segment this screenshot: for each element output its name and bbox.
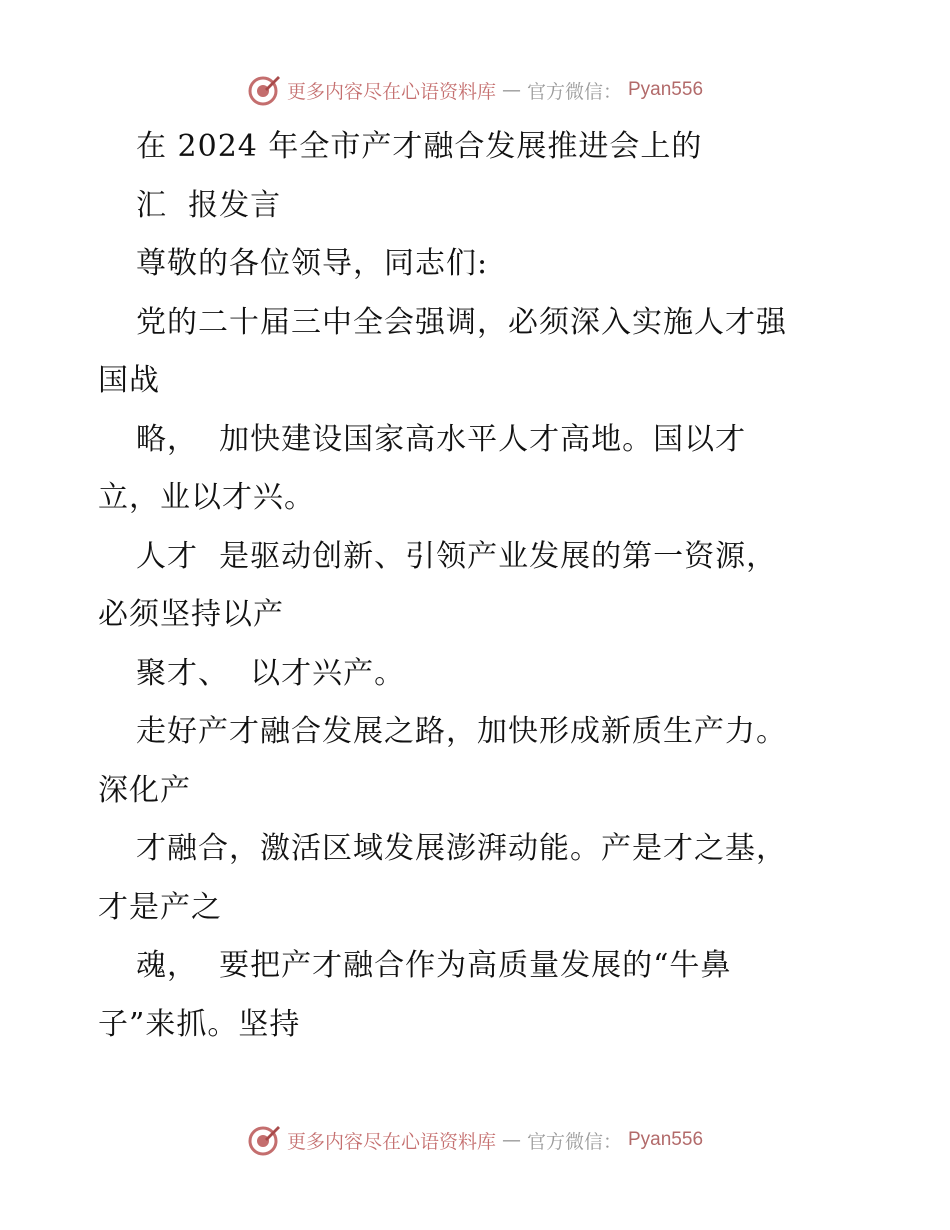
pen-logo-icon: [247, 1123, 281, 1157]
paragraph-line: 才融合，激活区域发展澎湃动能。产是才之基，: [136, 831, 787, 866]
pen-logo-icon: [247, 73, 281, 107]
title-line-1: 在 2024 年全市产才融合发展推进会上的: [136, 129, 703, 164]
paragraph-line: 走好产才融合发展之路，加快形成新质生产力。: [136, 714, 787, 749]
paragraph-line: 国战: [98, 363, 160, 398]
paragraph-line: 人才 是驱动创新、引领产业发展的第一资源，: [136, 538, 778, 574]
salutation: 尊敬的各位领导，同志们:: [136, 246, 489, 281]
watermark-brand: 更多内容尽在心语资料库: [286, 80, 496, 103]
watermark-brand: 更多内容尽在心语资料库: [286, 1130, 496, 1153]
watermark-dash: —: [501, 1129, 521, 1151]
watermark-label: 官方微信：: [526, 80, 622, 103]
header-watermark: [0, 70, 950, 110]
paragraph-line: 必须坚持以产: [98, 597, 284, 632]
paragraph-line: 深化产: [98, 772, 191, 808]
paragraph-line: 魂， 要把产才融合作为高质量发展的“牛鼻: [136, 948, 732, 983]
footer-watermark: [0, 1120, 950, 1160]
watermark-handle: Pyan556: [628, 79, 704, 100]
paragraph-line: 党的二十届三中全会强调，必须深入实施人才强: [136, 304, 787, 340]
paragraph-line: 才是产之: [98, 889, 222, 925]
document-body: [98, 118, 878, 1054]
paragraph-line: 子”来抓。坚持: [98, 1006, 301, 1042]
paragraph-line: 立，业以才兴。: [98, 480, 315, 515]
watermark-label: 官方微信：: [526, 1130, 622, 1153]
title-line-2: 汇 报发言: [136, 187, 282, 223]
watermark-handle: Pyan556: [628, 1129, 704, 1150]
paragraph-line: 聚才、 以才兴产。: [136, 655, 406, 691]
paragraph-line: 略， 加快建设国家高水平人才高地。国以才: [136, 421, 747, 457]
watermark-dash: —: [501, 79, 521, 101]
